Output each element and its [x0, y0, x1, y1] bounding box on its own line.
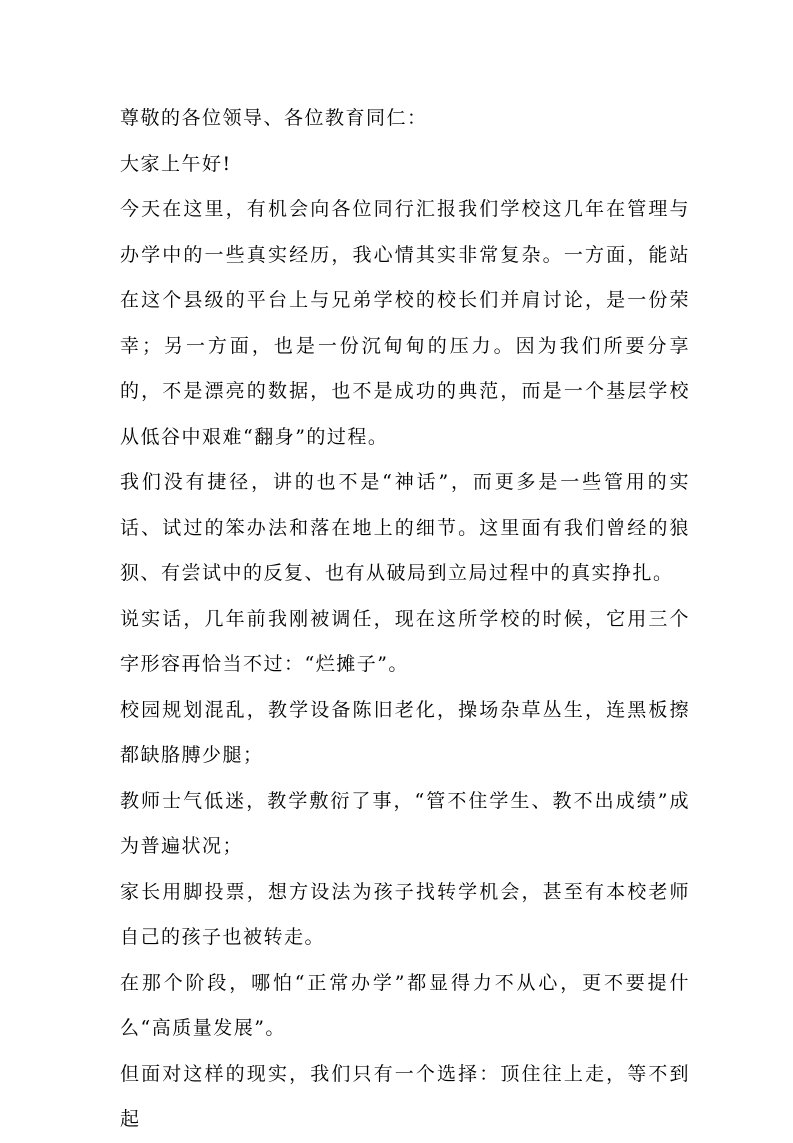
- paragraph-salutation: 尊敬的各位领导、各位教育同仁：: [120, 107, 428, 129]
- paragraph-transfer: 说实话，几年前我刚被调任，现在这所学校的时候，它用三个字形容再恰当不过：“烂摊子”。: [120, 607, 690, 675]
- paragraph-parents: 家长用脚投票，想方设法为孩子找转学机会，甚至有本校老师自己的孩子也被转走。: [120, 880, 690, 948]
- paragraph-stage: 在那个阶段，哪怕“正常办学”都显得力不从心，更不要提什么“高质量发展”。: [120, 971, 690, 1039]
- paragraph-no-shortcut: 我们没有捷径，讲的也不是“神话”，而更多是一些管用的实话、试过的笨办法和落在地上的细节。这里面有我们曾经的狼狈、有尝试中的反复、也有从破局到立局过程中的真实挣扎。: [120, 471, 690, 584]
- paragraph-campus: 校园规划混乱，教学设备陈旧老化，操场杂草丛生，连黑板擦都缺胳膊少腿；: [120, 698, 690, 766]
- paragraph-choice: 但面对这样的现实，我们只有一个选择：顶住往上走，等不到起: [120, 1062, 690, 1130]
- paragraph-greeting: 大家上午好!: [120, 152, 232, 175]
- paragraph-intro: 今天在这里，有机会向各位同行汇报我们学校这几年在管理与办学中的一些真实经历，我心情其实非常复杂。一方面，能站在这个县级的平台上与兄弟学校的校长们并肩讨论，是一份荣幸；另一方面，也是一份沉甸甸的压力。因为我们所要分享的，不是漂亮的数据，也不是成功的典范，而是一个基层学校从低谷中艰难“翻身”的过程。: [120, 198, 690, 448]
- document-body: [120, 96, 690, 1143]
- paragraph-teachers: 教师士气低迷，教学敷衍了事，“管不住学生、教不出成绩”成为普遍状况；: [120, 789, 690, 857]
